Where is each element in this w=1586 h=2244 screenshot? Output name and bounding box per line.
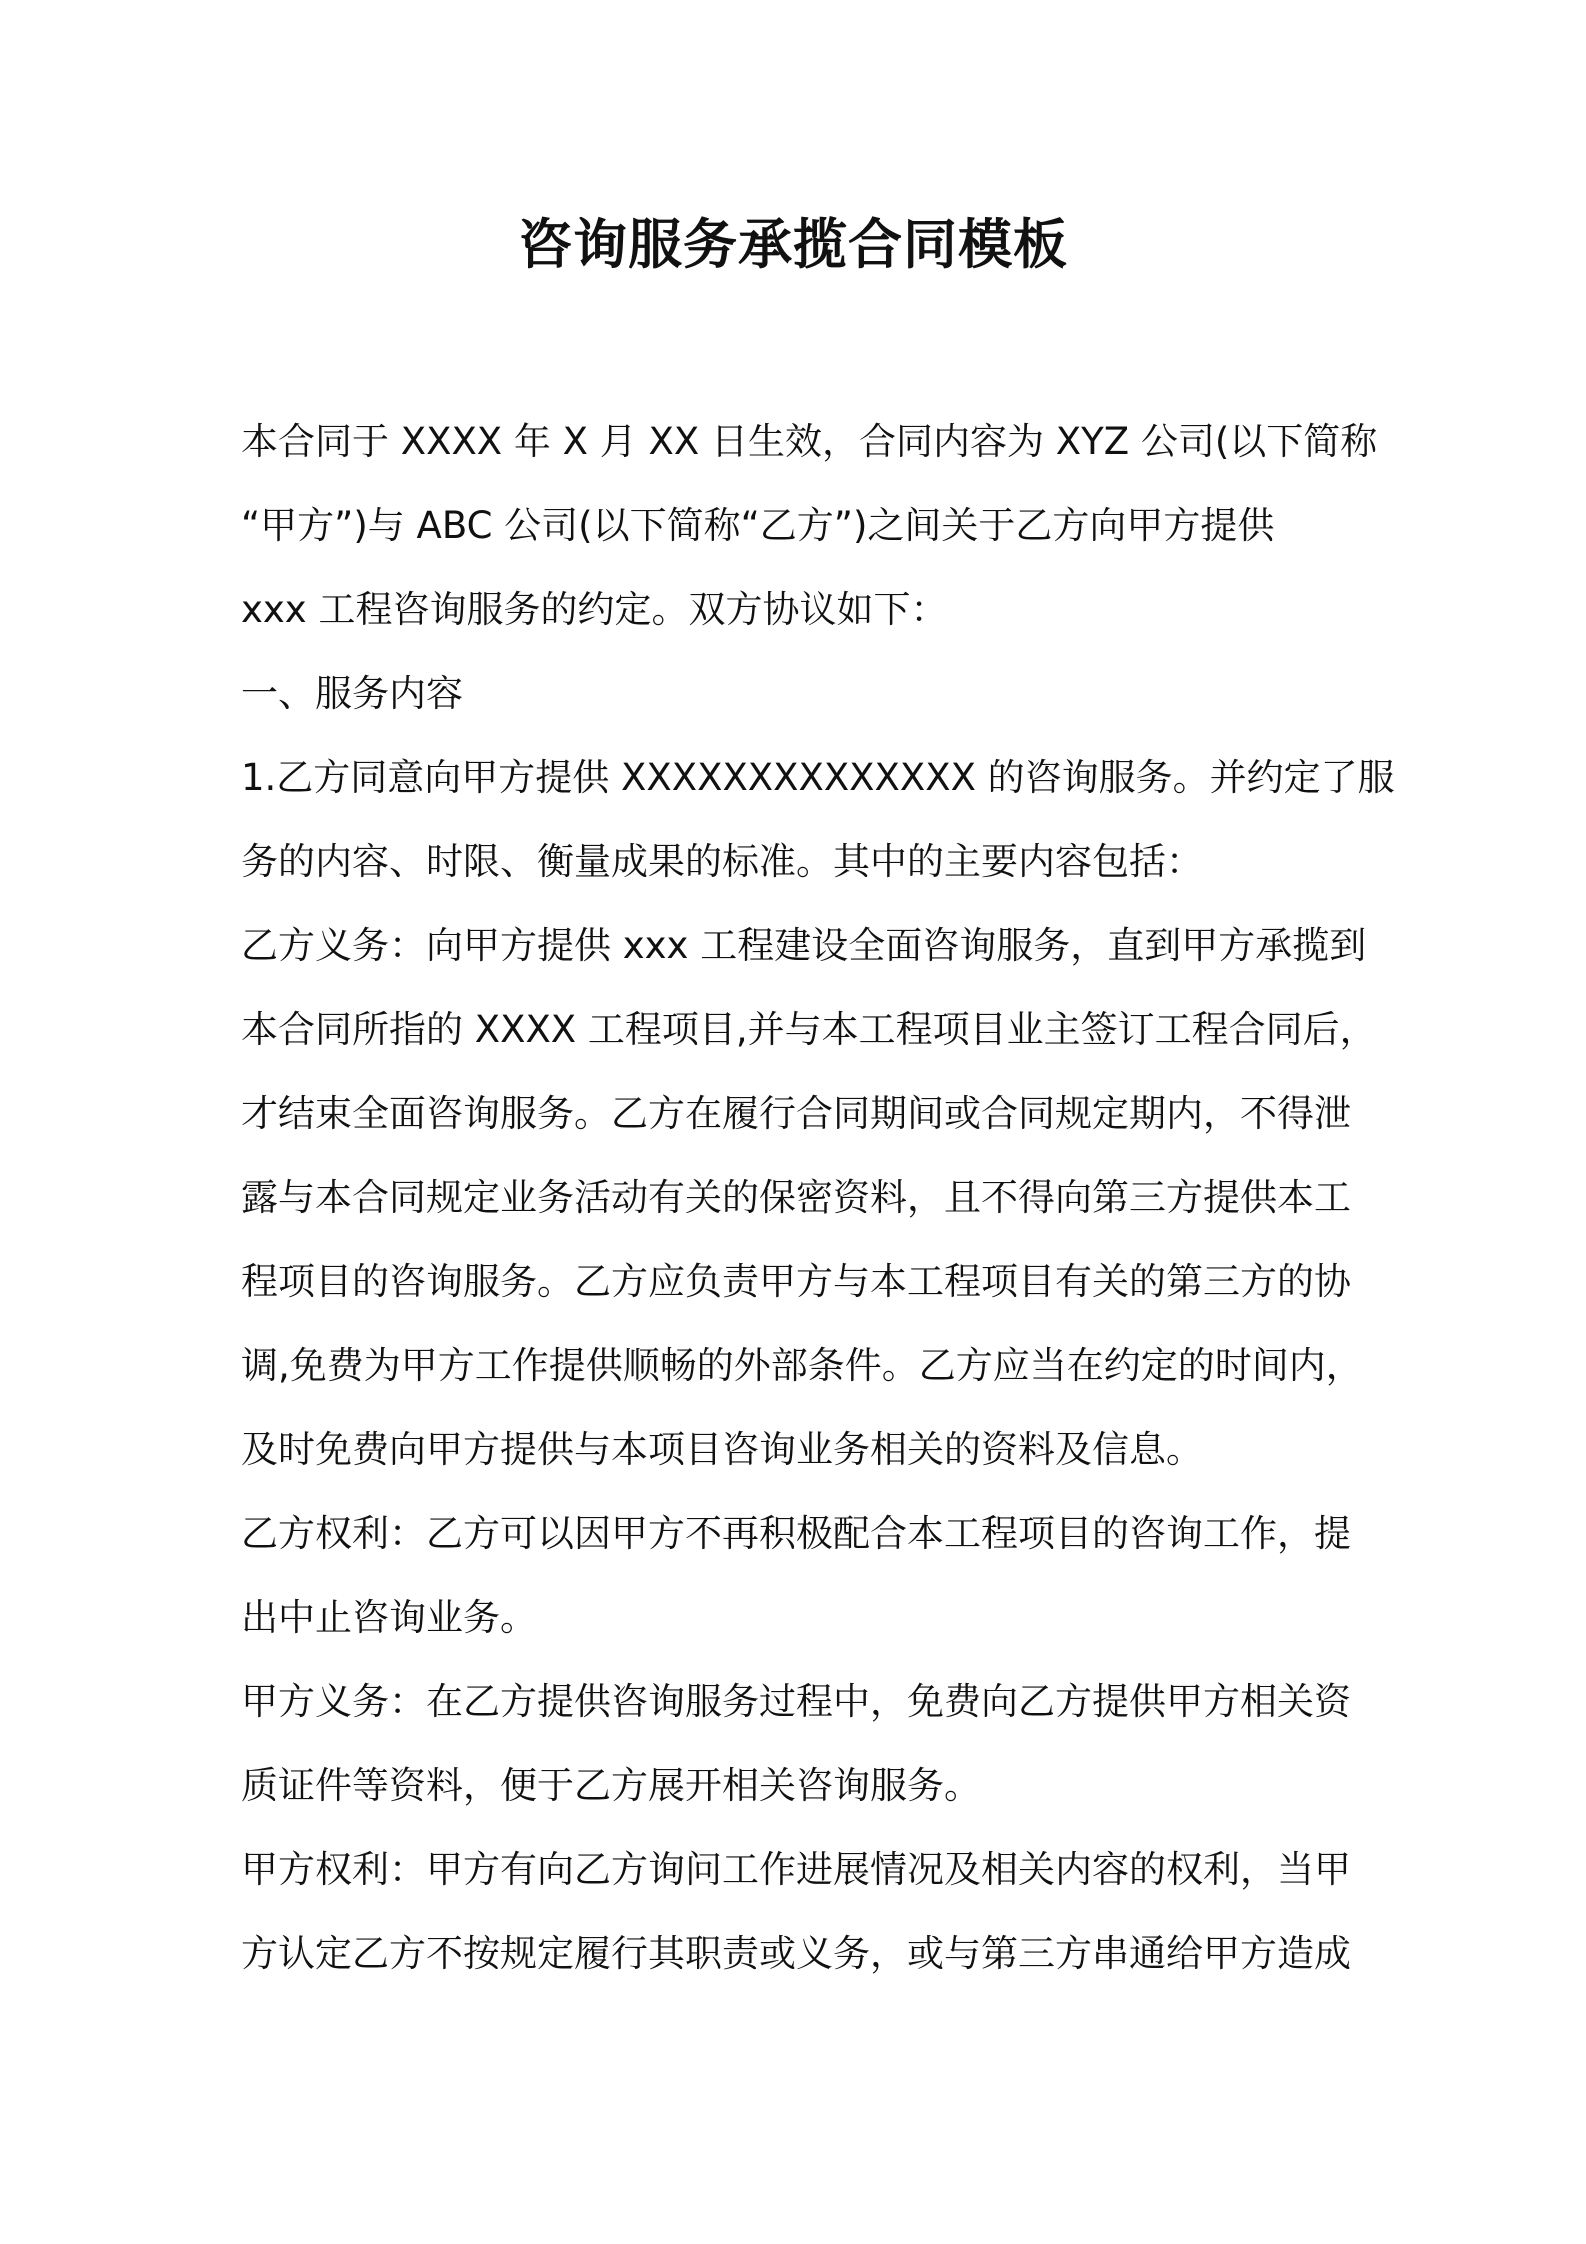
- body-line: 调,免费为甲方工作提供顺畅的外部条件。乙方应当在约定的时间内，: [241, 1344, 1363, 1387]
- body-line: 乙方权利：乙方可以因甲方不再积极配合本工程项目的咨询工作，提: [241, 1512, 1351, 1555]
- body-line: “甲方”)与 ABC 公司(以下简称“乙方”)之间关于乙方向甲方提供: [241, 504, 1275, 547]
- body-line: 出中止咨询业务。: [241, 1596, 537, 1639]
- body-line: 1.乙方同意向甲方提供 XXXXXXXXXXXXXX 的咨询服务。并约定了服: [241, 756, 1395, 799]
- body-line: 质证件等资料，便于乙方展开相关咨询服务。: [241, 1764, 981, 1807]
- body-line: 甲方义务：在乙方提供咨询服务过程中，免费向乙方提供甲方相关资: [241, 1680, 1351, 1723]
- body-line: 及时免费向甲方提供与本项目咨询业务相关的资料及信息。: [241, 1428, 1203, 1471]
- section-heading: 一、服务内容: [241, 672, 463, 715]
- body-line: 乙方义务：向甲方提供 xxx 工程建设全面咨询服务，直到甲方承揽到: [241, 924, 1367, 967]
- body-line: 务的内容、时限、衡量成果的标准。其中的主要内容包括：: [241, 840, 1203, 883]
- body-line: 方认定乙方不按规定履行其职责或义务，或与第三方串通给甲方造成: [241, 1932, 1351, 1975]
- body-line: 露与本合同规定业务活动有关的保密资料，且不得向第三方提供本工: [241, 1176, 1351, 1219]
- body-line: 甲方权利：甲方有向乙方询问工作进展情况及相关内容的权利，当甲: [241, 1848, 1351, 1891]
- body-line: 才结束全面咨询服务。乙方在履行合同期间或合同规定期内，不得泄: [241, 1092, 1351, 1135]
- document-body: [241, 400, 1395, 1996]
- body-line: xxx 工程咨询服务的约定。双方协议如下：: [241, 588, 948, 631]
- body-line: 本合同于 XXXX 年 X 月 XX 日生效，合同内容为 XYZ 公司(以下简称: [241, 420, 1378, 463]
- document-title: 咨询服务承揽合同模板: [518, 213, 1068, 276]
- body-line: 本合同所指的 XXXX 工程项目,并与本工程项目业主签订工程合同后，: [241, 1008, 1377, 1051]
- body-line: 程项目的咨询服务。乙方应负责甲方与本工程项目有关的第三方的协: [241, 1260, 1351, 1303]
